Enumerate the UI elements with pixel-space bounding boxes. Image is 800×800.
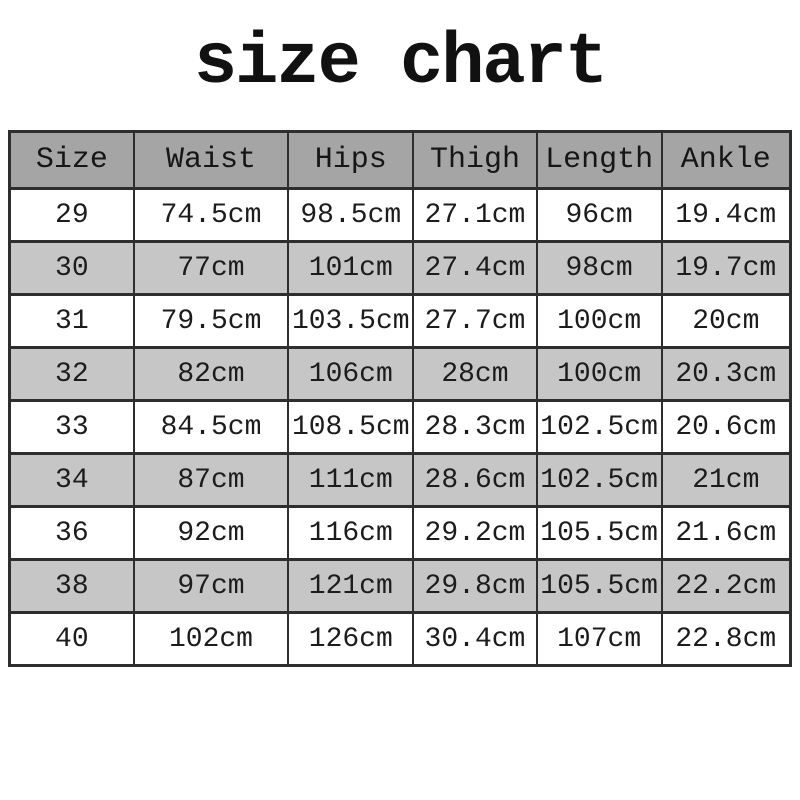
cell-hips: 116cm [288, 507, 413, 560]
cell-size: 40 [10, 613, 134, 666]
cell-waist: 92cm [134, 507, 289, 560]
size-chart-table [8, 130, 792, 667]
cell-waist: 79.5cm [134, 295, 289, 348]
cell-length: 102.5cm [537, 401, 662, 454]
cell-hips: 101cm [288, 242, 413, 295]
cell-waist: 87cm [134, 454, 289, 507]
cell-hips: 106cm [288, 348, 413, 401]
table-row [10, 295, 791, 348]
cell-waist: 97cm [134, 560, 289, 613]
table-row [10, 401, 791, 454]
cell-ankle: 20.6cm [662, 401, 791, 454]
cell-length: 100cm [537, 295, 662, 348]
cell-ankle: 20.3cm [662, 348, 791, 401]
cell-thigh: 28cm [413, 348, 536, 401]
cell-thigh: 27.7cm [413, 295, 536, 348]
cell-waist: 82cm [134, 348, 289, 401]
cell-size: 30 [10, 242, 134, 295]
cell-ankle: 22.2cm [662, 560, 791, 613]
cell-size: 31 [10, 295, 134, 348]
col-header-waist: Waist [134, 132, 289, 189]
cell-thigh: 28.3cm [413, 401, 536, 454]
cell-thigh: 27.4cm [413, 242, 536, 295]
cell-size: 36 [10, 507, 134, 560]
cell-ankle: 19.4cm [662, 189, 791, 242]
cell-length: 96cm [537, 189, 662, 242]
cell-hips: 121cm [288, 560, 413, 613]
table-row [10, 613, 791, 666]
cell-waist: 84.5cm [134, 401, 289, 454]
cell-size: 29 [10, 189, 134, 242]
cell-length: 98cm [537, 242, 662, 295]
cell-length: 107cm [537, 613, 662, 666]
cell-thigh: 30.4cm [413, 613, 536, 666]
table-row [10, 507, 791, 560]
cell-size: 32 [10, 348, 134, 401]
cell-hips: 111cm [288, 454, 413, 507]
table-row [10, 348, 791, 401]
col-header-size: Size [10, 132, 134, 189]
cell-hips: 98.5cm [288, 189, 413, 242]
cell-thigh: 29.8cm [413, 560, 536, 613]
cell-length: 105.5cm [537, 507, 662, 560]
col-header-thigh: Thigh [413, 132, 536, 189]
cell-ankle: 21.6cm [662, 507, 791, 560]
col-header-ankle: Ankle [662, 132, 791, 189]
cell-ankle: 20cm [662, 295, 791, 348]
cell-hips: 126cm [288, 613, 413, 666]
col-header-length: Length [537, 132, 662, 189]
cell-thigh: 28.6cm [413, 454, 536, 507]
table-row [10, 560, 791, 613]
cell-thigh: 27.1cm [413, 189, 536, 242]
cell-size: 33 [10, 401, 134, 454]
table-row [10, 189, 791, 242]
header-row [10, 132, 791, 189]
col-header-hips: Hips [288, 132, 413, 189]
cell-size: 34 [10, 454, 134, 507]
cell-length: 105.5cm [537, 560, 662, 613]
cell-hips: 103.5cm [288, 295, 413, 348]
cell-waist: 102cm [134, 613, 289, 666]
page-title: size chart [193, 22, 607, 104]
cell-ankle: 21cm [662, 454, 791, 507]
table-row [10, 242, 791, 295]
cell-waist: 74.5cm [134, 189, 289, 242]
cell-ankle: 19.7cm [662, 242, 791, 295]
cell-ankle: 22.8cm [662, 613, 791, 666]
cell-size: 38 [10, 560, 134, 613]
table-row [10, 454, 791, 507]
cell-thigh: 29.2cm [413, 507, 536, 560]
cell-hips: 108.5cm [288, 401, 413, 454]
cell-waist: 77cm [134, 242, 289, 295]
cell-length: 100cm [537, 348, 662, 401]
cell-length: 102.5cm [537, 454, 662, 507]
